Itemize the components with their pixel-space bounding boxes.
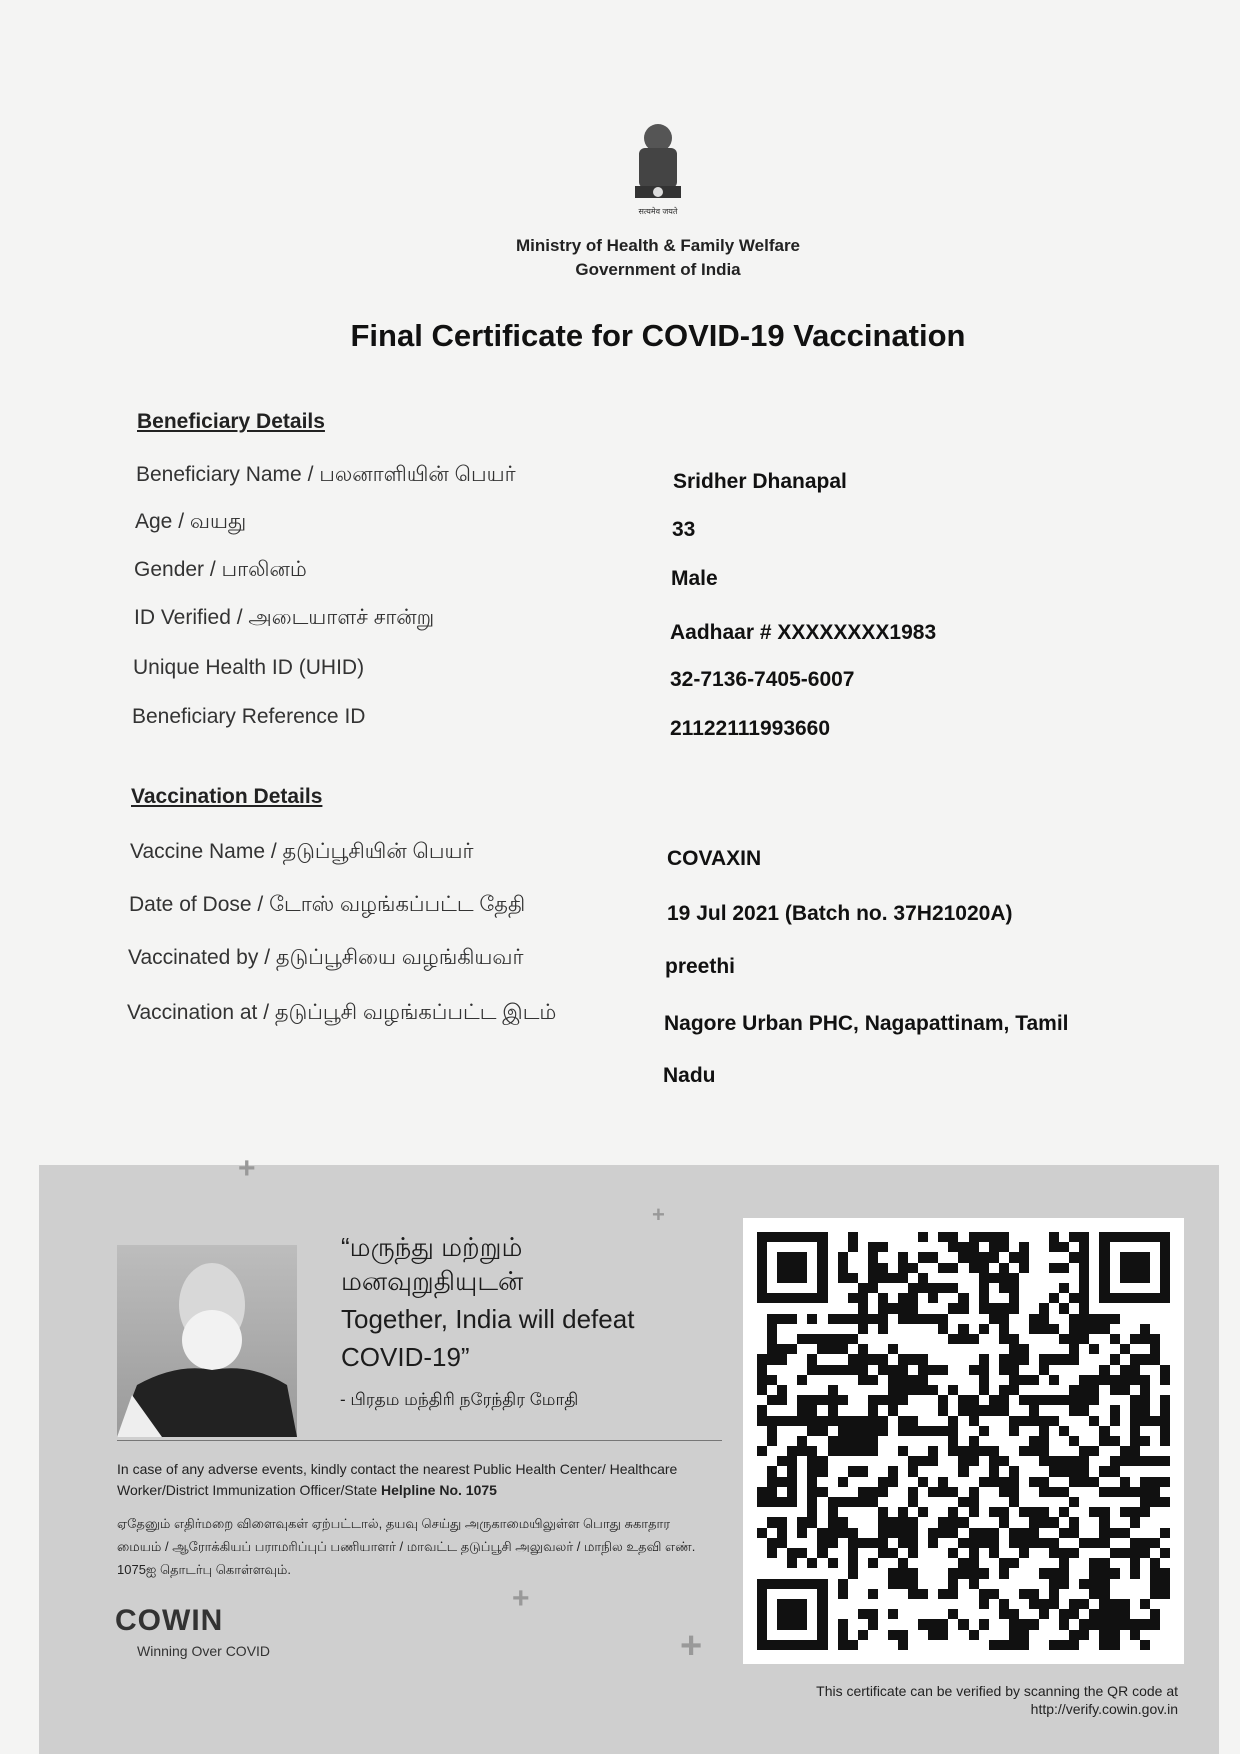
verify-text: This certificate can be verified by scanning the QR code at xyxy=(816,1683,1178,1699)
beneficiary-name: Sridher Dhanapal xyxy=(673,470,847,493)
verify-url[interactable]: http://verify.cowin.gov.in xyxy=(1030,1701,1178,1717)
field-label: Beneficiary Reference ID xyxy=(132,705,366,728)
vaccine-name-value: COVAXIN xyxy=(667,847,762,870)
vaccinator-value: preethi xyxy=(665,955,736,978)
reference-id-value: 21122111993660 xyxy=(670,717,831,740)
divider xyxy=(117,1440,722,1441)
ministry-name: Ministry of Health & Family Welfare xyxy=(515,236,801,255)
national-emblem-icon xyxy=(625,120,691,220)
vaccination-place-value-cont: Nadu xyxy=(663,1064,716,1087)
prime-minister-photo xyxy=(117,1245,297,1437)
adverse-events-tamil: ஏதேனும் எதிர்மறை விளைவுகள் ஏற்பட்டால், தயவு செய்து அருகாமையிலுள்ள பொது சுகாதார மையம் / ஆரோக்கியப் பராமரிப்புப் பணியாளர் / மாவட்ட தடுப்பூசி அலுவலர் / மாநில உதவி எண். 1075ஐ தொடர்பு கொள்ளவும். xyxy=(117,1516,696,1577)
cowin-tagline: Winning Over COVID xyxy=(137,1643,271,1659)
helpline-number: Helpline No. 1075 xyxy=(381,1482,497,1498)
page-title: Final Certificate for COVID-19 Vaccination xyxy=(350,318,966,353)
field-label: Vaccinated by / தடுப்பூசியை வழங்கியவர் xyxy=(128,946,524,969)
field-label: Date of Dose / டோஸ் வழங்கப்பட்ட தேதி xyxy=(129,893,526,916)
plus-decoration-icon: + xyxy=(238,1152,256,1185)
vaccination-heading: Vaccination Details xyxy=(131,785,323,808)
field-label: ID Verified / அடையாளச் சான்று xyxy=(134,606,435,629)
pm-quote xyxy=(341,1230,634,1374)
vaccination-place-value: Nagore Urban PHC, Nagapattinam, Tamil xyxy=(664,1012,1069,1035)
field-label: Unique Health ID (UHID) xyxy=(133,656,365,679)
dose-date-value: 19 Jul 2021 (Batch no. 37H21020A) xyxy=(667,902,1013,925)
field-label: Gender / பாலினம் xyxy=(134,558,307,581)
quote-tamil-line: “மருந்து மற்றும் xyxy=(341,1232,523,1262)
emblem-motto: सत्यमेव जयते xyxy=(638,207,678,216)
gender-value: Male xyxy=(671,567,718,590)
quote-attribution: - பிரதம மந்திரி நரேந்திர மோதி xyxy=(340,1390,579,1409)
quote-english-line: Together, India will defeat xyxy=(341,1304,635,1334)
issuer xyxy=(0,234,1240,282)
field-label: Vaccine Name / தடுப்பூசியின் பெயர் xyxy=(130,840,474,863)
quote-english-line: COVID-19” xyxy=(341,1342,470,1372)
verification-qr-code xyxy=(743,1218,1184,1664)
plus-decoration-icon: + xyxy=(652,1202,665,1227)
cowin-logo: COWIN xyxy=(115,1604,224,1637)
adverse-events-english: In case of any adverse events, kindly contact the nearest Public Health Center/ Healthcare Worker/District Immunization Officer/State Helpline No. 1075 xyxy=(117,1461,678,1498)
id-verified-value: Aadhaar # XXXXXXXX1983 xyxy=(670,621,937,644)
field-label: Vaccination at / தடுப்பூசி வழங்கப்பட்ட இடம் xyxy=(127,1001,557,1024)
field-label: Age / வயது xyxy=(135,510,247,533)
verify-note xyxy=(700,1682,1178,1718)
plus-decoration-icon: + xyxy=(680,1625,703,1667)
age-value: 33 xyxy=(672,518,696,541)
government-name: Government of India xyxy=(575,260,741,279)
beneficiary-heading: Beneficiary Details xyxy=(137,410,325,433)
quote-tamil-line: மனவுறுதியுடன் xyxy=(341,1266,524,1296)
field-label: Beneficiary Name / பலனாளியின் பெயர் xyxy=(136,463,516,486)
plus-decoration-icon: + xyxy=(512,1582,530,1615)
uhid-value: 32-7136-7405-6007 xyxy=(670,668,855,691)
